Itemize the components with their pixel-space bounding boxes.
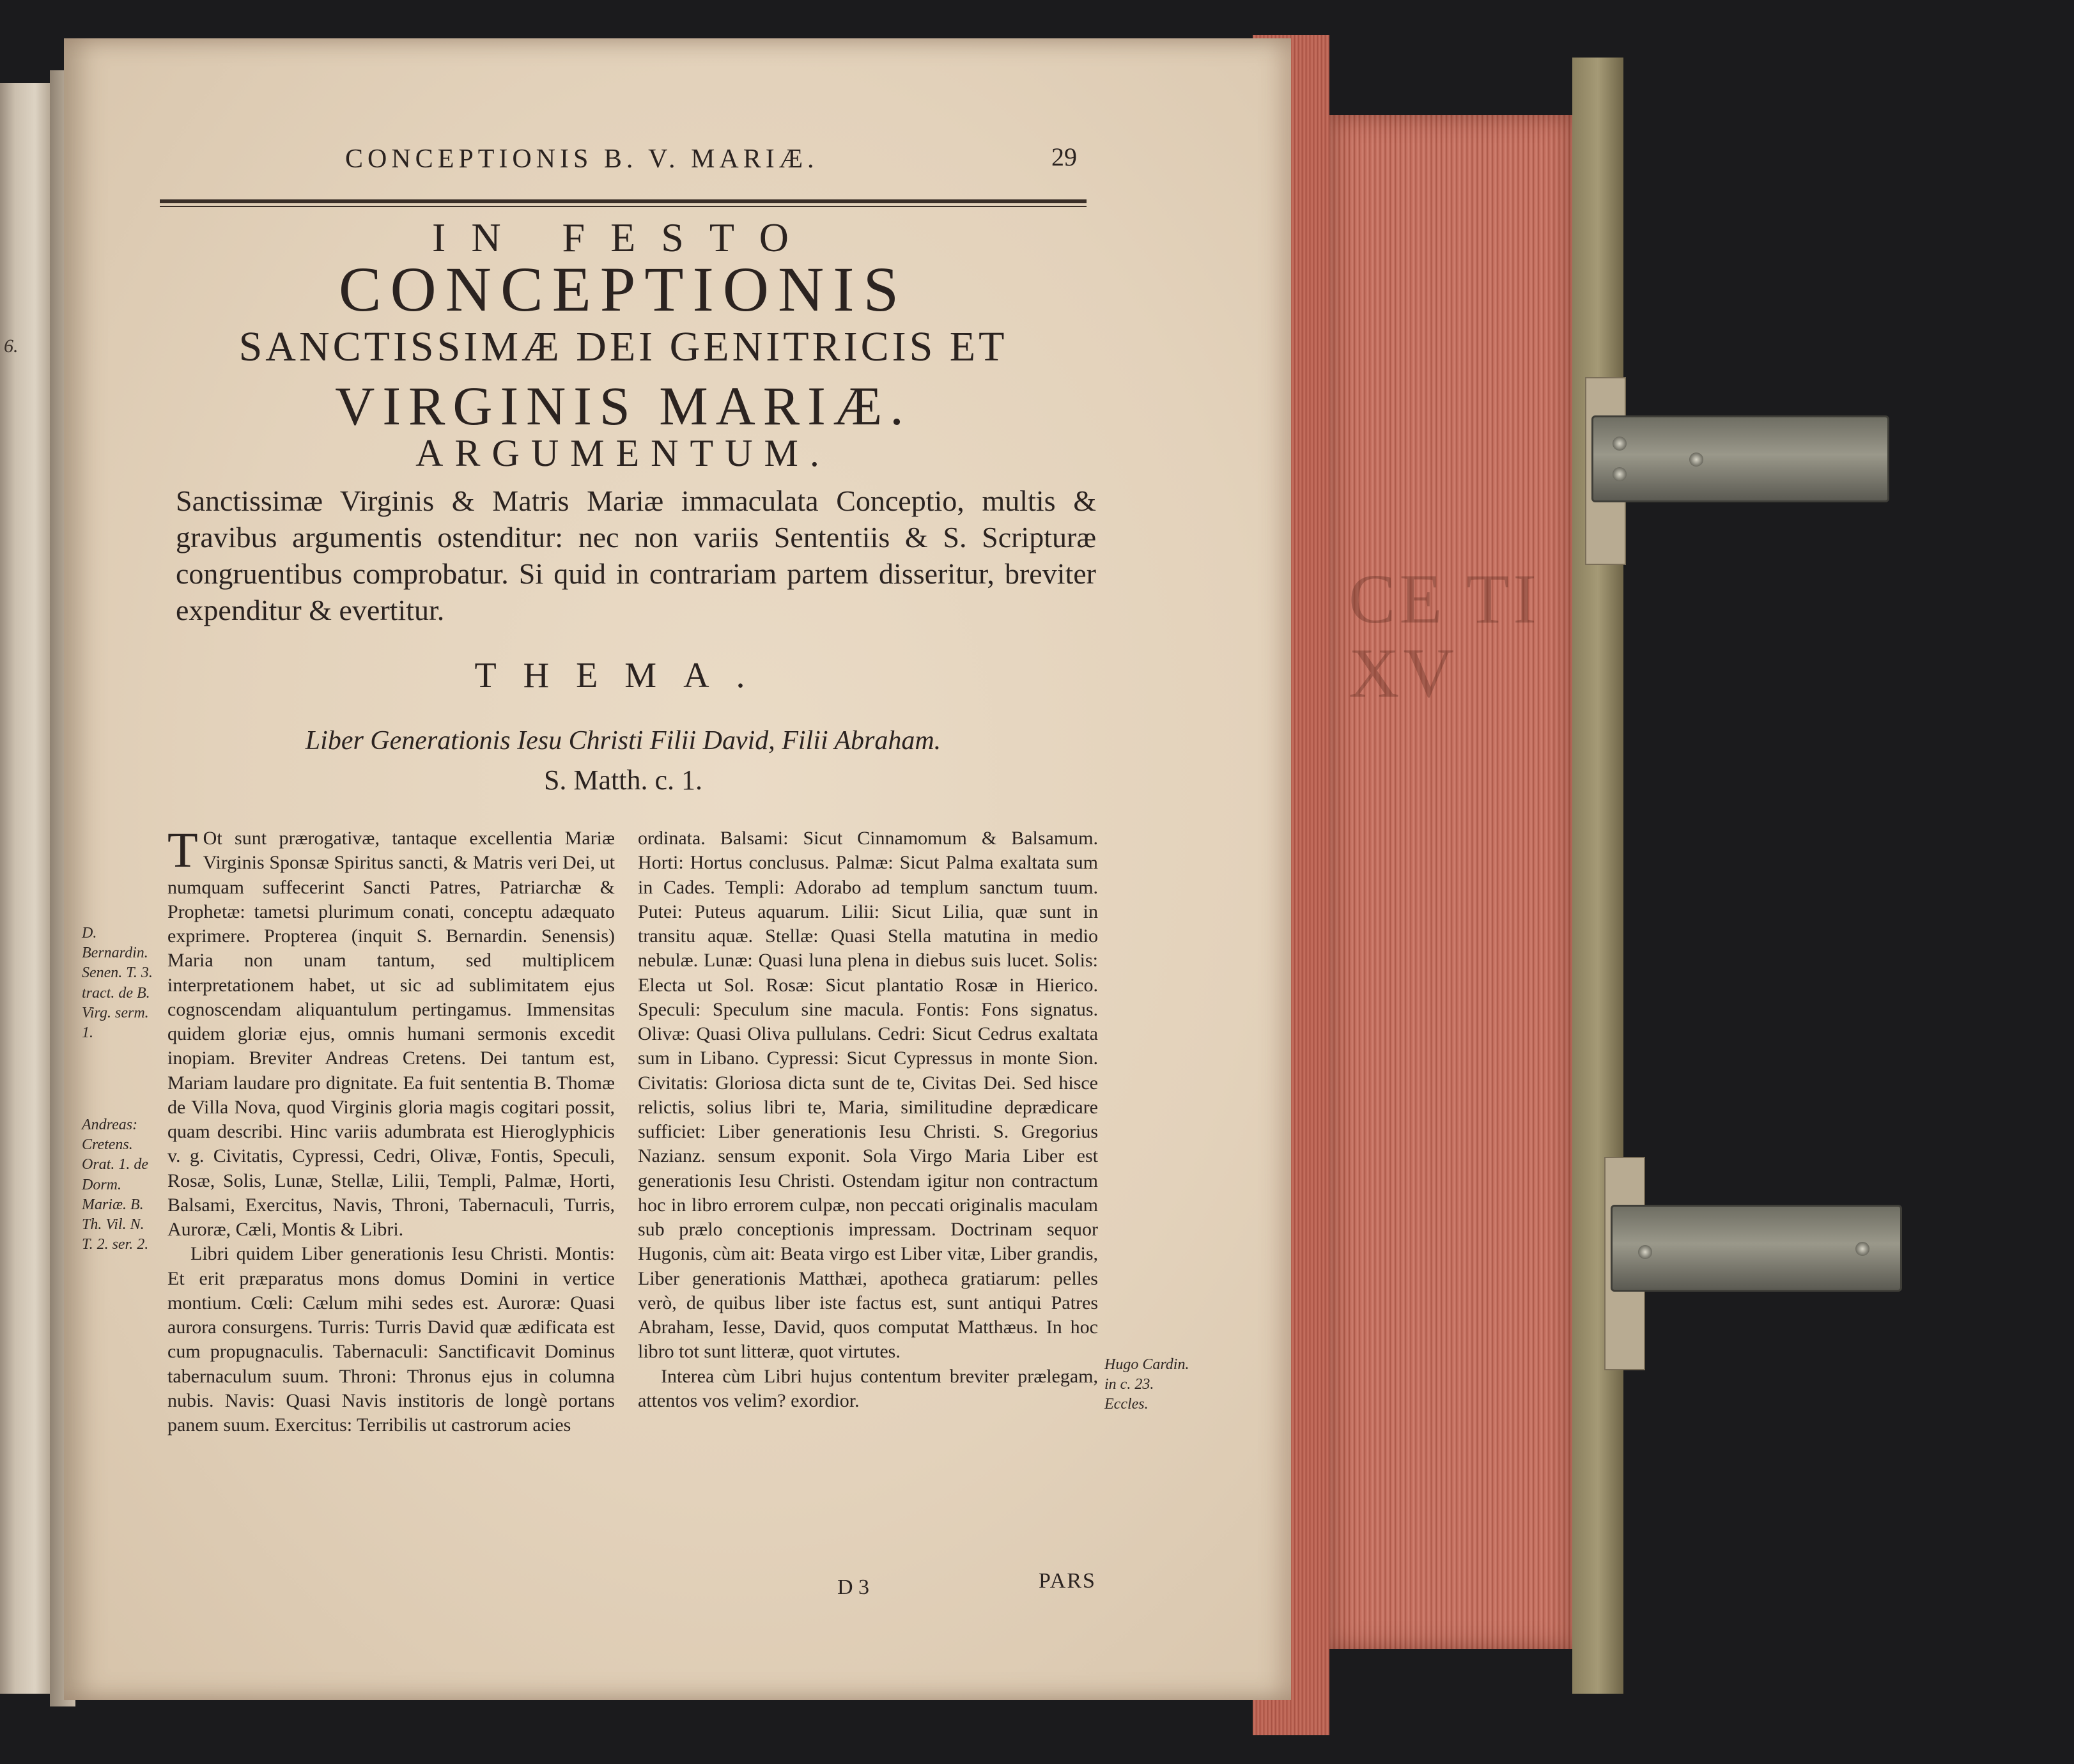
drop-cap: T (167, 822, 198, 878)
head-rule-thin (160, 206, 1087, 207)
clasp-top (1591, 415, 1889, 502)
left-page-fragment: 6. (4, 336, 19, 357)
margin-note-bernardin: D. Bernardin. Senen. T. 3. tract. de B. Virg. serm. 1. (82, 925, 153, 1041)
text-column-right (638, 826, 1098, 1413)
catchword: PARS (1039, 1569, 1096, 1593)
verse-reference: S. Matth. c. 1. (543, 764, 703, 796)
thema-heading: THEMA. (474, 656, 772, 695)
right-paragraph-1: ordinata. Balsami: Sicut Cinnamomum & Balsamum. Horti: Hortus conclusus. Palmæ: Sicut Palma exaltata sum in Cades. Templi: Adorabo ad templum sanctum tuum. Putei: Puteus aquarum. Lilii: Sicut Lilia, quæ sunt in transitu aquæ. Stellæ: Quasi Stella matutina in medio nebulæ. Lunæ: Quasi luna plena in diebus suis lucet. Solis: Electa ut Sol. Rosæ: Sicut plantatio Rosæ in Hierico. Speculi: Speculum sine macula. Fontis: Fons signatus. Olivæ: Quasi Oliva pullulans. Cedri: Sicut Cedrus exaltata sum in Libano. Cypressi: Sicut Cypressus in monte Sion. Civitatis: Gloriosa dicta sunt de te, Civitas Dei. Sed hisce relictis, solius libri te, Maria, similitudine deprædicare sufficiet: Liber generationis Iesu Christi. S. Gregorius Nazianz. sensum exponit. Sola Virgo Maria Liber est generationis Iesu Christi. Ostendam igitur non contractum hoc in libro errorem culpæ, non peccati originalis maculam sub prælo conceptionis impressam. Doctrinam sequor Hugonis, cùm ait: Beata virgo est Liber vitæ, Liber grandis, Liber generationis Matthæi, apotheca gratiarum: pelles verò, de quibus liber iste factus est, sunt antiqui Patres Abraham, Iesse, David, quos computat Matthæus. In hoc libro tot sunt litteræ, quot virtutes. (638, 828, 1098, 1363)
left-page-sliver (0, 83, 50, 1694)
thema-verse: Liber Generationis Iesu Christi Filii David, Filii Abraham. (305, 726, 941, 755)
rivet (1689, 453, 1703, 467)
title-line-1: IN FESTO (432, 215, 814, 260)
clasp-bottom (1611, 1205, 1902, 1292)
left-paragraph-1: Ot sunt prærogativæ, tantaque excellentia Mariæ Virginis Sponsæ Spiritus sancti, & Matris veri Dei, ut numquam suffecerint Sancti Patres, Patriarchæ & Prophetæ: tametsi plurimum conati, conceptu adæquato exprimere. Propterea (inquit S. Bernardin. Senensis) Maria non unam tantum, sed multiplicem interpretationem habet, ut sic ad sublimitatem ejus cognoscendam aliquantulum pertingamus. Immensitas quidem gloriæ ejus, omnis humani sermonis excedit inopiam. Breviter Andreas Cretens. Dei tantum est, Mariam laudare pro dignitate. Ea fuit sententia B. Thomæ de Villa Nova, quod Virginis gloria magis cogitari possit, quam describi. Hinc variis adumbrata est Hieroglyphicis v. g. Civitatis, Cypressi, Cedri, Olivæ, Fontis, Speculi, Rosæ, Solis, Lunæ, Stellæ, Lilii, Templi, Palmæ, Horti, Balsami, Exercitus, Navis, Throni, Tabernaculi, Turris, Auroræ, Cæli, Montis & Libri. (167, 828, 615, 1240)
title-line-4: VIRGINIS MARIÆ. (335, 375, 911, 437)
running-head: CONCEPTIONIS B. V. MARIÆ. (345, 144, 819, 174)
rivet (1638, 1245, 1652, 1259)
signature-mark: D 3 (837, 1575, 870, 1599)
folio-number: 29 (1051, 143, 1077, 171)
rivet (1613, 467, 1627, 481)
title-line-2: CONCEPTIONIS (338, 254, 908, 325)
margin-note-hugo: Hugo Cardin. in c. 23. Eccles. (1104, 1356, 1189, 1413)
argument-heading: ARGUMENTUM. (415, 432, 831, 474)
page-edge-block (1329, 115, 1572, 1649)
text-column-left (167, 822, 615, 1437)
right-paragraph-2: Interea cùm Libri hujus contentum breviter prælegam, attentos vos velim? exordior. (638, 1365, 1098, 1411)
head-rule (160, 199, 1087, 203)
margin-note-andreas: Andreas: Cretens. Orat. 1. de Dorm. Mariæ. B. Th. Vil. N. T. 2. ser. 2. (82, 1117, 149, 1253)
edge-ghost-lettering: CE TI XV (1349, 560, 1540, 712)
argument-text: Sanctissimæ Virginis & Matris Mariæ immaculata Conceptio, multis & gravibus argumentis ostenditur: nec non variis Sententiis & S. Scripturæ congruentibus comprobatur. Si quid in contrariam partem disseritur, breviter expenditur & evertitur. (176, 484, 1096, 627)
rivet (1613, 437, 1627, 451)
left-paragraph-2: Libri quidem Liber generationis Iesu Christi. Montis: Et erit præparatus mons domus Domini in vertice montium. Cœli: Cælum mihi sedes est. Auroræ: Quasi aurora consurgens. Turris: Turris David quæ ædificata est cum propugnaculis. Tabernaculi: Sanctificavit Dominus tabernaculum suum. Throni: Thronus ejus in columna nubis. Navis: Quasi Navis institoris de longè portans panem suum. Exercitus: Terribilis ut castrorum acies (167, 1243, 615, 1435)
rivet (1855, 1242, 1869, 1256)
back-cover (1572, 58, 1623, 1694)
title-line-3: SANCTISSIMÆ DEI GENITRICIS ET (238, 323, 1008, 370)
